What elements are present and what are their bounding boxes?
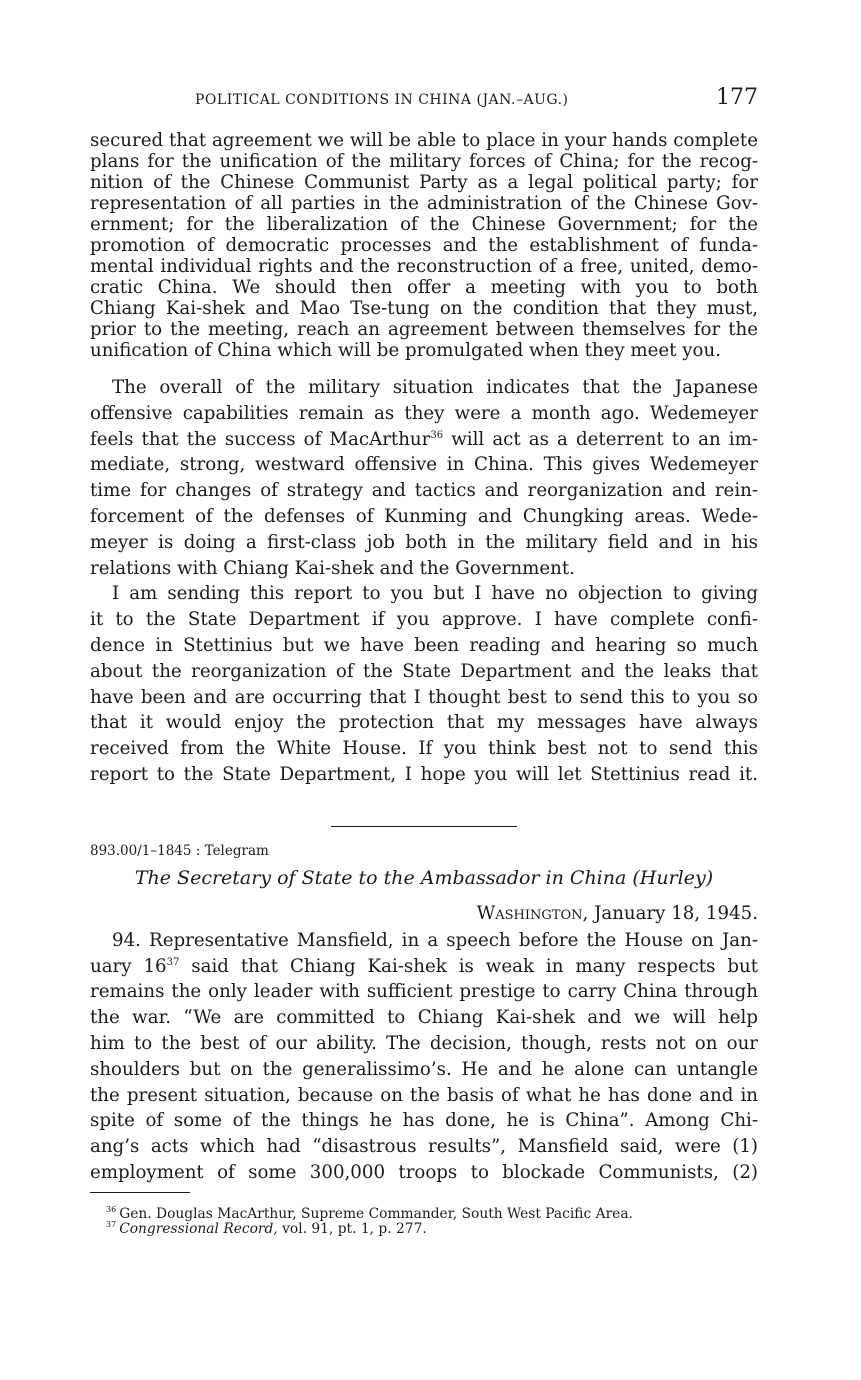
dateline-place: Washington [476, 902, 583, 924]
text-line: time for changes of strategy and tactics and reorganization and rein- [90, 480, 758, 502]
document-page [90, 80, 758, 1237]
text-line: plans for the unification of the military forces of China; for the recog- [90, 151, 758, 172]
text-line: that it would enjoy the protection that my messages have always [90, 712, 758, 734]
text-line: the present situation, because on the basis of what he has done and in [90, 1084, 758, 1106]
paragraph-3 [90, 581, 758, 787]
text-line: relations with Chiang Kai-shek and the Government. [90, 557, 575, 579]
text-line: prior to the meeting, reach an agreement between themselves for the [90, 319, 758, 340]
text-line: remains the only leader with sufficient prestige to carry China through [90, 981, 758, 1003]
text-line: representation of all parties in the administration of the Chinese Gov- [90, 193, 758, 214]
text-line: report to the State Department, I hope you will let Stettinius read it. [90, 763, 758, 785]
text-fragment: will act as a deterrent to an im- [443, 428, 759, 450]
paragraph-4 [90, 928, 758, 1186]
text-line: it to the State Department if you approve. I have complete confi- [90, 609, 758, 631]
page-number: 177 [716, 85, 758, 110]
text-line: unification of China which will be promulgated when they meet you. [90, 340, 721, 361]
footnote-36 [106, 1207, 758, 1222]
paragraph-1 [90, 130, 758, 361]
text-line: forcement of the defenses of Kunming and Chungking areas. Wede- [90, 505, 758, 527]
text-line: secured that agreement we will be able to place in your hands complete [90, 130, 758, 151]
text-line: received from the White House. If you think best not to send this [90, 738, 758, 760]
text-line: employment of some 300,000 troops to blockade Communists, (2) [90, 1161, 758, 1183]
text-line: I am sending this report to you but I have no objection to giving [112, 583, 758, 605]
text-line: The overall of the military situation indicates that the Japanese [112, 377, 758, 398]
text-line [90, 954, 758, 980]
text-fragment: said that Chiang Kai-shek is weak in many respects but [179, 955, 758, 977]
dateline-date: , January 18, 1945. [582, 902, 758, 924]
running-header [90, 80, 758, 120]
section-divider [331, 826, 517, 827]
text-line: ernment; for the liberalization of the Chinese Government; for the [90, 214, 758, 235]
text-line: promotion of democratic processes and the establishment of funda- [90, 235, 758, 256]
footnote-number: 36 [106, 1205, 117, 1215]
text-line: have been and are occurring that I thought best to send this to you so [90, 686, 758, 708]
text-line: him to the best of our ability. The decision, though, rests not on our [90, 1032, 758, 1054]
text-line: mediate, strong, westward offensive in China. This gives Wedemeyer [90, 454, 758, 476]
document-title: The Secretary of State to the Ambassador in China (Hurley) [134, 866, 714, 889]
footnote-ref-37: 37 [166, 956, 180, 968]
text-line: ang’s acts which had “disastrous results”, Mansfield said, were (1) [90, 1136, 758, 1158]
text-line: about the reorganization of the State Department and the leaks that [90, 660, 758, 682]
text-line: dence in Stettinius but we have been reading and hearing so much [90, 634, 758, 656]
text-line [90, 427, 758, 453]
text-line: shoulders but on the generalissimo’s. He and he alone can untangle [90, 1058, 758, 1080]
text-line: nition of the Chinese Communist Party as a legal political party; for [90, 172, 758, 193]
footnote-text: vol. 91, pt. 1, p. 277. [277, 1220, 427, 1237]
text-line: meyer is doing a first-class job both in the military field and in his [90, 531, 758, 553]
dateline [90, 903, 758, 924]
footnote-source-title: Congressional Record, [119, 1220, 278, 1237]
running-title: POLITICAL CONDITIONS IN CHINA (JAN.–AUG.) [195, 92, 569, 108]
footnote-text: Gen. Douglas MacArthur, Supreme Commander, South West Pacific Area. [119, 1205, 633, 1222]
footnotes [90, 1207, 758, 1237]
file-reference: 893.00/1–1845 : Telegram [90, 842, 269, 859]
footnote-37 [106, 1222, 758, 1237]
text-line: cratic China. We should then offer a meeting with you to both [90, 277, 758, 298]
text-fragment: feels that the success of MacArthur [90, 428, 431, 450]
text-fragment: uary 16 [90, 955, 167, 977]
paragraph-2 [90, 375, 758, 581]
footnote-number: 37 [106, 1220, 117, 1230]
text-line: mental individual rights and the reconstruction of a free, united, demo- [90, 256, 758, 277]
footnote-rule [90, 1192, 190, 1193]
text-line: spite of some of the things he has done, he is China”. Among Chi- [90, 1110, 758, 1132]
text-line: 94. Representative Mansfield, in a speech before the House on Jan- [112, 929, 758, 951]
text-line: the war. “We are committed to Chiang Kai-shek and we will help [90, 1007, 758, 1029]
text-line: offensive capabilities remain as they were a month ago. Wedemeyer [90, 402, 758, 424]
text-line: Chiang Kai-shek and Mao Tse-tung on the condition that they must, [90, 298, 758, 319]
footnote-ref-36: 36 [430, 429, 444, 441]
